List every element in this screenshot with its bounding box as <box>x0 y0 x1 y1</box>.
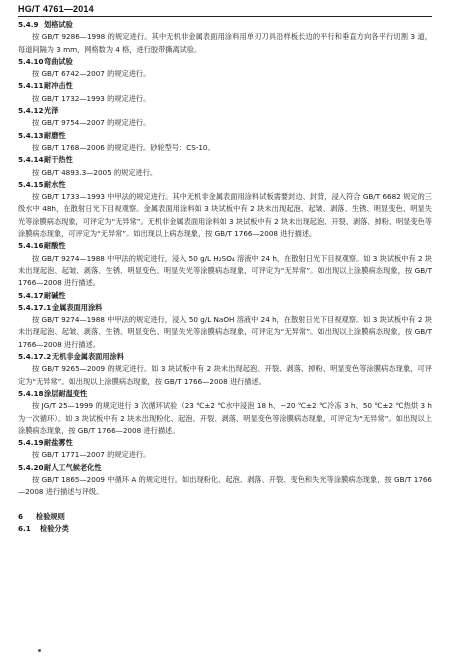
section-title: 耐盐雾性 <box>44 438 73 448</box>
section-paragraph: 按 GB/T 9286—1998 的规定进行。其中无机非金属表面用涂料用单刃刀具沿样板长边的平行和垂直方向各平行切割 3 道，每道间隔为 3 mm，网格数为 4 格，进行胶带撕离试验。 <box>18 32 432 54</box>
section-paragraph: 按 GB/T 9754—2007 的规定进行。 <box>32 118 151 128</box>
section-5-4-12 <box>18 105 432 130</box>
section-heading <box>18 462 432 474</box>
section-5-4-16 <box>18 240 432 289</box>
section-5-4-14 <box>18 154 432 179</box>
section-number: 5.4.9 <box>18 20 39 29</box>
section-number: 5.4.19 <box>18 438 44 448</box>
section-paragraph: 按 GB/T 1865—2009 中循环 A 的规定进行。如出现粉化、起泡、剥落、开裂、变色和失光等涂膜病态现象，按 GB/T 1766—2008 进行描述与评级。 <box>18 474 432 497</box>
section-title: 涂层耐温变性 <box>44 388 88 398</box>
section-paragraph: 按 GB/T 9274—1988 中甲法的规定进行，浸入 50 g/L H₂SO₄ 溶液中 24 h，在散射日光下目视观察。如 3 块试板中有 2 块未出现起泡、起皱、剥落、生锈、明显变色、明显失光等涂膜病态现象，可评定为“无异常”。如出现以上涂膜病态现象，按 GB/T 1766—2008 进行描述。 <box>18 253 432 288</box>
section-heading <box>18 302 432 314</box>
section-heading <box>18 105 432 117</box>
section-number: 5.4.10 <box>18 56 44 66</box>
section-title: 耐人工气候老化性 <box>44 462 102 472</box>
section-5-4-19 <box>18 437 432 462</box>
section-heading <box>18 56 432 68</box>
section-title: 耐碱性 <box>44 290 66 300</box>
section-heading <box>18 351 432 363</box>
section-heading <box>18 19 432 31</box>
section-title: 弯曲试验 <box>44 56 73 66</box>
section-paragraph: 按 GB/T 9274—1988 中甲法的规定进行，浸入 50 g/L NaOH 溶液中 24 h，在散射日光下目视观察。如 3 块试板中有 2 块未出现起泡、起皱、剥落、生锈、明显变色、明显失光等涂膜病态现象，可评定为“无异常”。如出现以上涂膜病态现象，按 GB/T 1766—2008 进行描述。 <box>18 315 432 349</box>
section-heading <box>18 240 432 252</box>
section-5-4-9 <box>18 19 432 56</box>
section-title: 金属表面用涂料 <box>52 302 103 312</box>
section-paragraph: 按 GB/T 6742—2007 的规定进行。 <box>32 69 151 79</box>
section-paragraph: 按 GB/T 4893.3—2005 的规定进行。 <box>32 167 158 177</box>
section-5-4-15 <box>18 179 432 240</box>
section-number: 5.4.17 <box>18 290 44 300</box>
section-paragraph: 按 GB/T 1768—2006 的规定进行。砂轮型号：CS-10。 <box>32 142 215 152</box>
section-number: 5.4.12 <box>18 106 44 116</box>
section-number: 5.4.17.2 <box>18 352 52 362</box>
section-number: 5.4.11 <box>18 81 44 91</box>
section-title: 耐磨性 <box>44 130 66 140</box>
section-5-4-11 <box>18 80 432 105</box>
section-heading <box>18 179 432 191</box>
section-5-4-13 <box>18 130 432 155</box>
section-title: 耐酸性 <box>44 241 66 251</box>
section-5-4-20 <box>18 462 432 499</box>
section-number: 5.4.17.1 <box>18 302 52 312</box>
section-5-4-17 <box>18 290 432 302</box>
section-heading <box>18 388 432 400</box>
section-paragraph: 按 GB/T 1732—1993 的规定进行。 <box>32 93 151 103</box>
section-heading <box>18 130 432 142</box>
section-title: 划格试验 <box>44 20 73 29</box>
section-5-4-17-2 <box>18 351 432 388</box>
section-number: 5.4.15 <box>18 179 44 189</box>
header-divider <box>18 16 432 17</box>
section-title: 无机非金属表面用涂料 <box>52 352 124 362</box>
section-5-4-17-1 <box>18 302 432 351</box>
chapter-number: 6 <box>18 511 24 521</box>
chapter-title: 检验规则 <box>36 511 65 521</box>
section-number: 5.4.13 <box>18 130 44 140</box>
section-number: 5.4.16 <box>18 241 44 251</box>
section-number: 5.4.14 <box>18 155 44 165</box>
standard-number-header: HG/T 4761—2014 <box>18 4 94 14</box>
section-number: 5.4.18 <box>18 388 44 398</box>
subsection-title: 检验分类 <box>40 523 69 533</box>
document-body <box>18 19 432 535</box>
section-heading <box>18 290 432 302</box>
section-title: 耐水性 <box>44 179 66 189</box>
chapter-heading <box>18 511 432 523</box>
section-title: 耐干热性 <box>44 155 73 165</box>
subsection-number: 6.1 <box>18 523 31 533</box>
section-title: 耐冲击性 <box>44 81 73 91</box>
section-heading <box>18 154 432 166</box>
subsection-heading <box>18 523 432 535</box>
section-paragraph: 按 GB/T 1733—1993 中甲法的规定进行。其中无机非金属表面用涂料试板需要封边、封背，浸入符合 GB/T 6682 规定的三级水中 48h，在散射日光下目视观察。金属表面用涂料如 3 块试板中有 2 块未出现起泡、起皱、剥落、生锈、明显变色、明显失光等涂膜病态现象，可评定为“无异常”。无机非金属表面用涂料如 3 块试板中有 2 块未出现起泡、开裂、剥落、掉粉、明显变色等涂膜病态现象，可评定为“无异常”。如出现以上病态现象，按 GB/T 1766—2008 进行描述。 <box>18 192 432 239</box>
section-title: 光泽 <box>44 106 59 116</box>
section-paragraph: 按 GB/T 1771—2007 的规定进行。 <box>32 450 151 460</box>
section-paragraph: 按 JG/T 25—1999 的规定进行 3 次循环试验（23 ℃±2 ℃水中浸泡 18 h、−20 ℃±2 ℃冷冻 3 h、50 ℃±2 ℃热烘 3 h 为一次循环）。如 3 块试板中有 2 块未出现粉化、起泡、开裂、剥落、明显变色等涂膜病态现象，可评定为“无异常”。如出现以上涂膜病态现象，按 GB/T 1766—2008 进行描述。 <box>18 401 432 435</box>
section-paragraph: 按 GB/T 9265—2009 的规定进行。如 3 块试板中有 2 块未出现起泡、开裂、剥落、掉粉、明显变色等涂膜病态现象，可评定为“无异常”。如出现以上涂膜病态现象，按 GB/T 1766—2008 进行描述。 <box>18 364 432 386</box>
section-5-4-10 <box>18 56 432 81</box>
section-heading <box>18 437 432 449</box>
section-heading <box>18 80 432 92</box>
section-5-4-18 <box>18 388 432 437</box>
page-edge-mark <box>38 649 41 652</box>
section-number: 5.4.20 <box>18 462 44 472</box>
